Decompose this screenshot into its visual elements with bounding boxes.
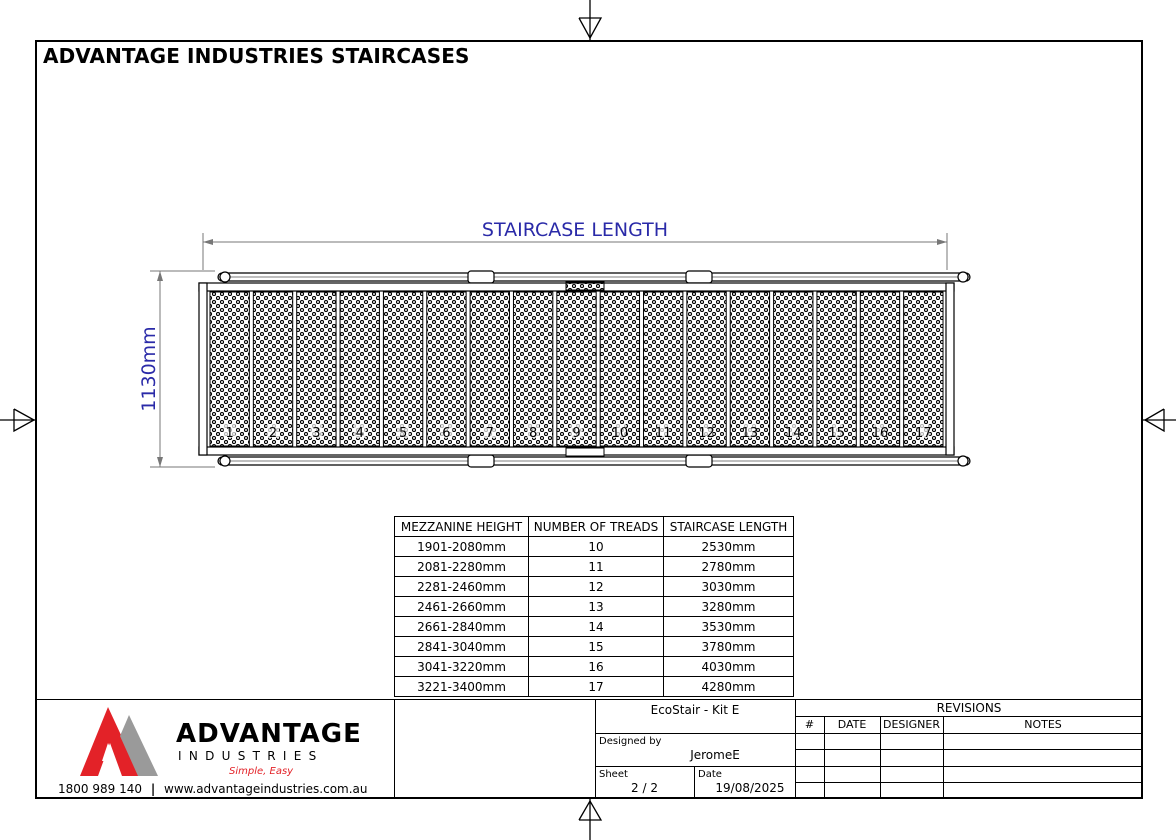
cell-mezzanine-height: 3221-3400mm — [395, 677, 529, 697]
page-title: ADVANTAGE INDUSTRIES STAIRCASES — [43, 44, 470, 68]
cell-number-of-treads: 14 — [529, 617, 664, 637]
website-url: www.advantageindustries.com.au — [164, 782, 368, 796]
tread — [730, 292, 769, 446]
header-staircase-length: STAIRCASE LENGTH — [664, 517, 794, 537]
cell-number-of-treads: 11 — [529, 557, 664, 577]
tread — [470, 292, 509, 446]
tread-number: 8 — [529, 426, 538, 441]
tread — [340, 292, 379, 446]
tread-number: 11 — [654, 426, 672, 441]
tread — [253, 292, 292, 446]
tread-number: 12 — [698, 426, 715, 441]
revisions-header-number: # — [804, 718, 815, 731]
cell-number-of-treads: 15 — [529, 637, 664, 657]
treads-table — [394, 516, 794, 697]
center-brace-top — [566, 282, 604, 290]
cell-number-of-treads: 10 — [529, 537, 664, 557]
tread-number: 4 — [355, 426, 364, 441]
table-row — [395, 537, 794, 557]
tread — [687, 292, 726, 446]
cell-number-of-treads: 12 — [529, 577, 664, 597]
drawing-date: 19/08/2025 — [715, 781, 785, 795]
cell-staircase-length: 2780mm — [664, 557, 794, 577]
sheet-label: Sheet — [599, 769, 628, 780]
cell-number-of-treads: 17 — [529, 677, 664, 697]
cell-number-of-treads: 16 — [529, 657, 664, 677]
logo-wordmark: ADVANTAGE — [176, 719, 362, 749]
cell-staircase-length: 2530mm — [664, 537, 794, 557]
revisions-header-date: DATE — [837, 718, 867, 731]
tread-number: 2 — [268, 426, 278, 441]
contact-line — [58, 782, 368, 796]
revisions-header-notes: NOTES — [1024, 718, 1062, 731]
tread — [297, 292, 336, 446]
cell-mezzanine-height: 2841-3040mm — [395, 637, 529, 657]
cell-mezzanine-height: 1901-2080mm — [395, 537, 529, 557]
designed-by-label: Designed by — [599, 736, 662, 747]
tread — [644, 292, 683, 446]
tread — [600, 292, 639, 446]
logo-subtitle: INDUSTRIES — [178, 749, 324, 763]
width-dimension-label: 1130mm — [138, 326, 160, 412]
cell-staircase-length: 3280mm — [664, 597, 794, 617]
bottom-handrail — [218, 455, 970, 467]
tread-number: 3 — [312, 426, 321, 441]
tread-number: 1 — [225, 426, 234, 441]
tread-number: 16 — [871, 426, 889, 441]
product-name: EcoStair - Kit E — [650, 703, 740, 717]
cell-mezzanine-height: 2281-2460mm — [395, 577, 529, 597]
table-row — [395, 637, 794, 657]
center-brace-bottom — [566, 448, 604, 456]
logo-tagline: Simple, Easy — [229, 766, 294, 777]
cell-staircase-length: 3030mm — [664, 577, 794, 597]
table-row — [395, 617, 794, 637]
designer-name: JeromeE — [690, 748, 740, 762]
tread-number: 10 — [611, 426, 629, 441]
tread — [860, 292, 899, 446]
cell-mezzanine-height: 2661-2840mm — [395, 617, 529, 637]
table-row — [395, 577, 794, 597]
header-number-of-treads: NUMBER OF TREADS — [529, 517, 664, 537]
cell-number-of-treads: 13 — [529, 597, 664, 617]
header-mezzanine-height: MEZZANINE HEIGHT — [395, 517, 529, 537]
cell-staircase-length: 3530mm — [664, 617, 794, 637]
top-end-plate — [946, 283, 954, 455]
phone-number: 1800 989 140 — [58, 782, 142, 796]
revisions-title: REVISIONS — [936, 701, 1002, 715]
tread-number: 7 — [485, 426, 494, 441]
table-row — [395, 557, 794, 577]
table-row — [395, 677, 794, 697]
tread-number: 15 — [828, 426, 845, 441]
bottom-end-plate — [199, 283, 207, 455]
cell-staircase-length: 4030mm — [664, 657, 794, 677]
revisions-header-designer: DESIGNER — [883, 718, 940, 731]
cell-staircase-length: 4280mm — [664, 677, 794, 697]
contact-separator: | — [150, 782, 156, 796]
tread — [427, 292, 466, 446]
cell-staircase-length: 3780mm — [664, 637, 794, 657]
tread — [904, 292, 943, 446]
tread — [383, 292, 422, 446]
tread-number: 17 — [915, 426, 932, 441]
tread — [774, 292, 813, 446]
tread — [557, 292, 596, 446]
sheet-number: 2 / 2 — [631, 781, 658, 795]
tread — [817, 292, 856, 446]
tread — [210, 292, 249, 446]
date-label: Date — [698, 769, 722, 780]
tread-number: 14 — [784, 426, 802, 441]
tread-number: 9 — [572, 426, 581, 441]
advantage-logo-mark — [80, 705, 162, 777]
length-dimension-label: STAIRCASE LENGTH — [481, 219, 669, 241]
cell-mezzanine-height: 2461-2660mm — [395, 597, 529, 617]
tread — [513, 292, 552, 446]
table-header-row — [395, 517, 794, 537]
cell-mezzanine-height: 3041-3220mm — [395, 657, 529, 677]
tread-number: 5 — [398, 426, 408, 441]
cell-mezzanine-height: 2081-2280mm — [395, 557, 529, 577]
table-row — [395, 597, 794, 617]
table-row — [395, 657, 794, 677]
tread-number: 6 — [442, 426, 451, 441]
tread-number: 13 — [741, 426, 759, 441]
top-handrail — [218, 271, 970, 283]
